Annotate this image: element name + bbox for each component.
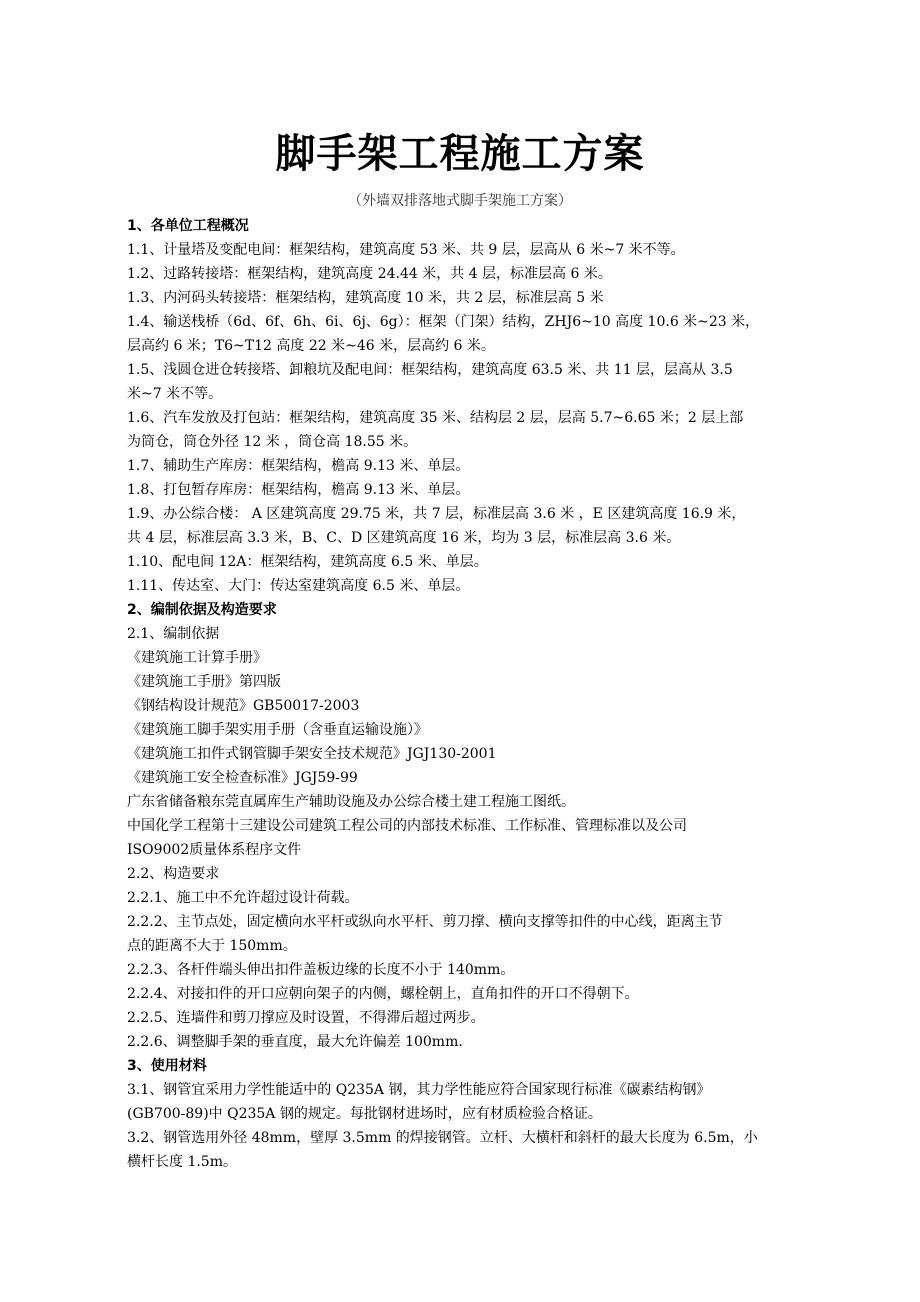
text-line: (GB700-89)中 Q235A 钢的规定。每批钢材进场时，应有材质检验合格证。 [127, 1106, 602, 1122]
document-body [127, 214, 817, 1174]
text-line: 为筒仓，筒仓外径 12 米 ，筒仓高 18.55 米。 [127, 434, 418, 450]
text-line: 广东省储备粮东莞直属库生产辅助设施及办公综合楼土建工程施工图纸。 [127, 794, 575, 810]
text-line: 3.1、钢管宜采用力学性能适中的 Q235A 钢，其力学性能应符合国家现行标准《碳素结构钢》 [127, 1082, 711, 1098]
document-title: 脚手架工程施工方案 [275, 130, 645, 177]
section-heading: 2、编制依据及构造要求 [127, 602, 277, 618]
text-line: 米~7 米不等。 [127, 386, 223, 402]
text-line: 1.5、浅圆仓进仓转接塔、卸粮坑及配电间：框架结构，建筑高度 63.5 米、共 11 层，层高从 3.5 [127, 362, 733, 378]
text-line: 层高约 6 米；T6~T12 高度 22 米~46 米，层高约 6 米。 [127, 338, 495, 354]
text-line: 2.2.6、调整脚手架的垂直度，最大允许偏差 100mm. [127, 1034, 463, 1050]
text-line: 1.4、输送栈桥（6d、6f、6h、6i、6j、6g）：框架（门架）结构，ZHJ6~10 高度 10.6 米~23 米， [127, 314, 760, 330]
text-line: 1.9、办公综合楼： A 区建筑高度 29.75 米，共 7 层，标准层高 3.6 米 ，E 区建筑高度 16.9 米， [127, 506, 746, 522]
text-line: 《建筑施工安全检查标准》JGJ59-99 [127, 770, 358, 786]
text-line: 2.2.3、各杆件端头伸出扣件盖板边缘的长度不小于 140mm。 [127, 962, 515, 978]
text-line: 3.2、钢管选用外径 48mm，壁厚 3.5mm 的焊接钢管。立杆、大横杆和斜杆的最大长度为 6.5m，小 [127, 1130, 758, 1146]
text-line: 2.2.1、施工中不允许超过设计荷载。 [127, 890, 359, 906]
text-line: ISO9002质量体系程序文件 [127, 842, 302, 858]
section-heading: 1、各单位工程概况 [127, 218, 249, 234]
text-line: 横杆长度 1.5m。 [127, 1154, 237, 1170]
text-line: 《钢结构设计规范》GB50017-2003 [127, 698, 360, 714]
text-line: 1.6、汽车发放及打包站：框架结构，建筑高度 35 米、结构层 2 层，层高 5.7~6.65 米；2 层上部 [127, 410, 744, 426]
text-line: 《建筑施工扣件式钢管脚手架安全技术规范》JGJ130-2001 [127, 746, 497, 762]
text-line: 1.1、计量塔及变配电间：框架结构，建筑高度 53 米、共 9 层，层高从 6 米~7 米不等。 [127, 242, 685, 258]
text-line: 中国化学工程第十三建设公司建筑工程公司的内部技术标准、工作标准、管理标准以及公司 [127, 818, 687, 834]
text-line: 1.10、配电间 12A：框架结构，建筑高度 6.5 米、单层。 [127, 554, 488, 570]
section-heading: 3、使用材料 [127, 1058, 207, 1074]
text-line: 1.2、过路转接塔：框架结构，建筑高度 24.44 米，共 4 层，标准层高 6 米。 [127, 266, 612, 282]
text-line: 《建筑施工手册》第四版 [127, 674, 281, 690]
text-line: 2.2、构造要求 [127, 866, 220, 882]
text-line: 2.2.2、主节点处，固定横向水平杆或纵向水平杆、剪刀撑、横向支撑等扣件的中心线，距离主节 [127, 914, 723, 930]
text-line: 1.7、辅助生产库房：框架结构，檐高 9.13 米、单层。 [127, 458, 470, 474]
text-line: 《建筑施工计算手册》 [127, 650, 267, 666]
text-line: 2.2.4、对接扣件的开口应朝向架子的内侧，螺栓朝上，直角扣件的开口不得朝下。 [127, 986, 639, 1002]
text-line: 2.2.5、连墙件和剪刀撑应及时设置，不得滞后超过两步。 [127, 1010, 485, 1026]
document-subtitle: （外墙双排落地式脚手架施工方案） [348, 193, 572, 209]
text-line: 点的距离不大于 150mm。 [127, 938, 297, 954]
text-line: 1.3、内河码头转接塔：框架结构，建筑高度 10 米，共 2 层，标准层高 5 米 [127, 290, 604, 306]
text-line: 2.1、编制依据 [127, 626, 220, 642]
text-line: 共 4 层，标准层高 3.3 米，B、C、D 区建筑高度 16 米，均为 3 层，标准层高 3.6 米。 [127, 530, 681, 546]
text-line: 《建筑施工脚手架实用手册（含垂直运输设施）》 [127, 722, 428, 738]
text-line: 1.11、传达室、大门：传达室建筑高度 6.5 米、单层。 [127, 578, 470, 594]
text-line: 1.8、打包暂存库房：框架结构，檐高 9.13 米、单层。 [127, 482, 470, 498]
